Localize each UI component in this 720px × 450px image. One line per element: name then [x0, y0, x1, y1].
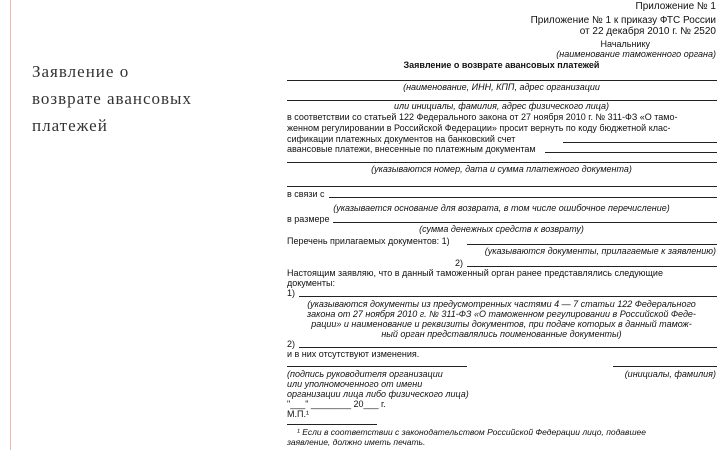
docs-hint-line-3: рации» и наименование и реквизиты документов, при подаче которых в данный тамож- [311, 319, 692, 329]
bank-account-line [563, 142, 717, 143]
appendix-label: Приложение № 1 [635, 1, 716, 12]
order-reference-line-2: от 22 декабря 2010 г. № 2520 [579, 26, 716, 37]
footnote-line-2: заявление, должно иметь печать. [287, 437, 426, 447]
footnote-separator [287, 424, 377, 425]
payment-hint: (указываются номер, дата и сумма платежного документа) [371, 164, 632, 174]
reason-hint: (указывается основание для возврата, в том числе ошибочное перечисление) [333, 203, 670, 213]
attached-line-2 [467, 266, 717, 267]
reason-line [329, 197, 717, 198]
initials-line [613, 366, 717, 367]
slide-title-line-1: Заявление о [32, 62, 130, 81]
payment-docs-line-2 [287, 162, 717, 163]
chief-label: Начальнику [600, 39, 650, 49]
amount-line [333, 222, 717, 223]
payment-docs-line-3 [287, 186, 717, 187]
signature-hint-line-2: или уполномоченного от имени [287, 379, 423, 389]
declared-item-2: 2) [287, 339, 296, 349]
date-line: "___" ________ 20___ г. [287, 399, 386, 409]
declared-docs-line [299, 296, 717, 297]
form-title: Заявление о возврате авансовых платежей [403, 60, 600, 70]
declared-item-1: 1) [287, 288, 296, 298]
body-line-3: сификации платежных документов на банковский счет [287, 134, 516, 144]
org-hint: (наименование, ИНН, КПП, адрес организации [403, 82, 600, 92]
docs-hint-line-4: ный орган представлялись поименованные документы) [381, 329, 622, 339]
slide-title [32, 58, 262, 139]
person-hint: или инициалы, фамилия, адрес физического лица) [394, 101, 609, 111]
declare-line-1: Настоящим заявляю, что в данный таможенный орган ранее представлялись следующие [287, 268, 663, 278]
reason-label: в связи с [287, 189, 325, 199]
decorative-margin-line [10, 0, 11, 450]
initials-hint: (инициалы, фамилия) [624, 369, 716, 379]
footnote-line-1: ¹ Если в соответствии с законодательством Российской Федерации лицо, подавшее [297, 427, 646, 437]
no-changes-text: и в них отсутствуют изменения. [287, 349, 420, 359]
amount-label: в размере [287, 214, 330, 224]
order-reference-line-1: Приложение № 1 к приказу ФТС России [530, 15, 716, 26]
docs-hint-line-2: закона от 27 ноября 2010 г. № 311-ФЗ «О таможенном регулировании в Российской Феде- [307, 309, 696, 319]
amount-hint: (сумма денежных средств к возврату) [419, 224, 584, 234]
slide-title-line-3: платежей [32, 116, 108, 135]
signature-line [287, 366, 467, 367]
chief-hint: (наименование таможенного органа) [556, 49, 716, 59]
stamp-label: М.П.¹ [287, 409, 309, 419]
signature-hint-line-3: организации лица либо физического лица) [287, 389, 469, 399]
signature-hint-line-1: (подпись руководителя организации [287, 369, 443, 379]
attached-hint: (указываются документы, прилагаемые к заявлению) [484, 246, 716, 256]
declared-docs-line-2 [299, 347, 717, 348]
attached-item-2: 2) [455, 258, 464, 268]
body-line-1: в соответствии со статьей 122 Федерального закона от 27 ноября 2010 г. № 311-ФЗ «О тамо- [287, 112, 678, 122]
body-line-2: женном регулировании в Российской Федерации» просит вернуть по коду бюджетной клас- [287, 123, 671, 133]
attached-line-1 [467, 244, 717, 245]
org-field-line [287, 80, 717, 81]
application-form [283, 0, 720, 450]
attached-label: Перечень прилагаемых документов: 1) [287, 236, 450, 246]
body-line-4: авансовые платежи, внесенные по платежным документам [287, 144, 536, 154]
slide-title-line-2: возврате авансовых [32, 89, 192, 108]
declare-line-2: документы: [287, 278, 335, 288]
docs-hint-line-1: (указываются документы из предусмотренных частями 4 — 7 статьи 122 Федерального [307, 299, 696, 309]
payment-docs-line [545, 152, 717, 153]
